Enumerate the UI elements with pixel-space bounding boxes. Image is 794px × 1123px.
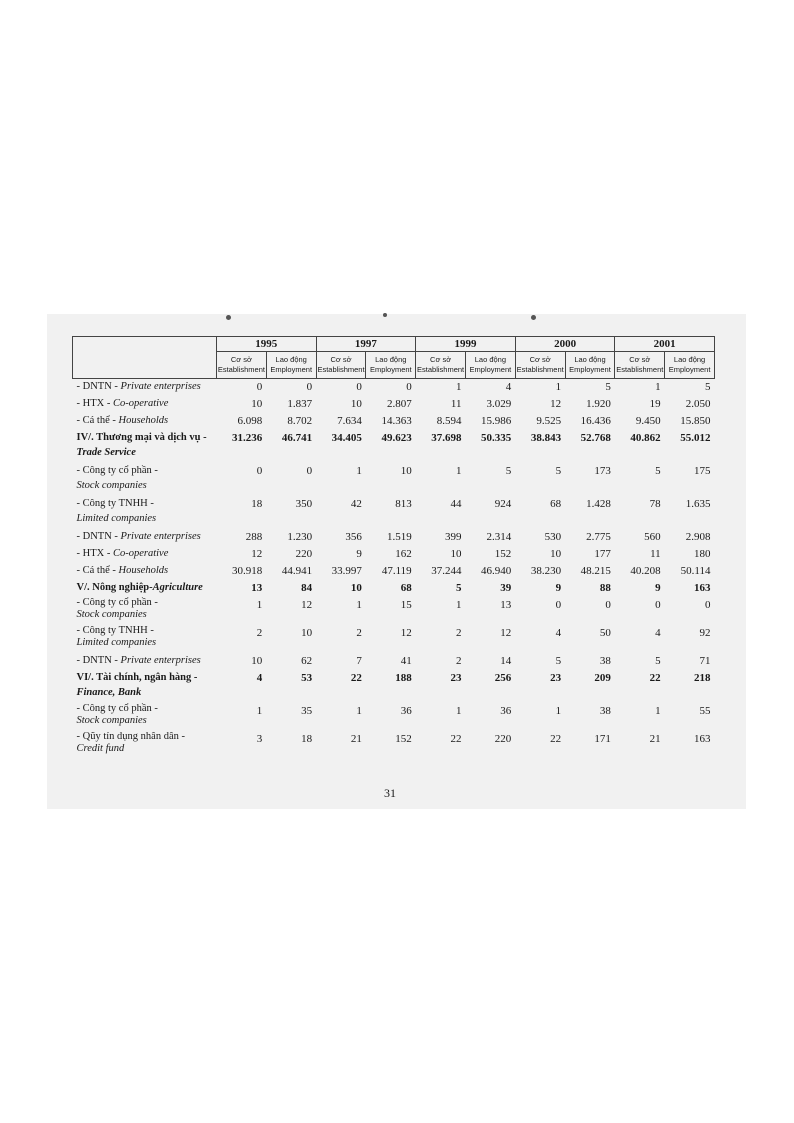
row-label-en: Credit fund	[76, 743, 125, 754]
employment-cell: 2.775	[586, 531, 611, 543]
row-label-en: Limited companies	[76, 513, 157, 524]
table-row	[73, 731, 715, 759]
employment-cell: 50	[599, 627, 611, 639]
employment-cell: 36	[400, 705, 412, 717]
establishment-cell: 38.843	[530, 432, 562, 444]
row-label-vi: IV/. Thương mại và dịch vụ -	[76, 432, 207, 443]
employment-label-en: Employment	[369, 365, 412, 374]
row-label-en: Limited companies	[76, 637, 157, 648]
establishment-cell: 22	[649, 672, 661, 684]
establishment-cell: 0	[356, 381, 362, 393]
establishment-cell: 12	[251, 548, 263, 560]
year-header: 2000	[515, 337, 615, 352]
row-label	[73, 597, 217, 625]
establishment-cell: 11	[450, 398, 462, 410]
employment-cell: 2.050	[685, 398, 711, 410]
employment-cell: 68	[400, 582, 412, 594]
employment-cell: 1.837	[287, 398, 313, 410]
binder-hole-right	[531, 315, 536, 320]
establishment-cell: 10	[550, 548, 562, 560]
table-row	[73, 703, 715, 731]
employment-cell: 41	[400, 655, 412, 667]
table-row	[73, 463, 715, 496]
row-label-en: Households	[118, 565, 169, 576]
establishment-cell: 22	[350, 672, 362, 684]
establishment-label-en: Establishment	[317, 365, 365, 374]
employment-header	[366, 352, 416, 379]
header-corner-cell	[73, 337, 217, 379]
employment-cell: 163	[693, 733, 711, 745]
row-label	[73, 670, 217, 703]
row-label-en: Private enterprises	[120, 381, 201, 392]
establishment-cell: 10	[251, 655, 263, 667]
employment-label-vi: Lao động	[574, 355, 606, 364]
establishment-cell: 68	[550, 498, 562, 510]
row-label	[73, 396, 217, 413]
employment-cell: 1.428	[586, 498, 611, 510]
establishment-label-en: Establishment	[417, 365, 465, 374]
establishment-cell: 1	[356, 599, 362, 611]
establishment-cell: 78	[649, 498, 661, 510]
establishment-cell: 5	[655, 465, 661, 477]
employment-cell: 220	[494, 733, 512, 745]
employment-cell: 8.702	[287, 415, 313, 427]
employment-cell: 152	[395, 733, 412, 745]
row-label-en: Stock companies	[76, 609, 147, 620]
establishment-cell: 10	[450, 548, 462, 560]
binder-hole-left	[226, 315, 231, 320]
establishment-label-vi: Cơ sở	[330, 355, 352, 364]
employment-cell: 46.940	[481, 565, 512, 577]
row-label-en: Agriculture	[152, 582, 203, 593]
employment-cell: 813	[395, 498, 412, 510]
row-label	[73, 413, 217, 430]
establishment-cell: 42	[350, 498, 362, 510]
employment-label-vi: Lao động	[375, 355, 407, 364]
establishment-cell: 5	[555, 655, 562, 667]
table-row	[73, 529, 715, 546]
employment-cell: 16.436	[580, 415, 611, 427]
employment-cell: 14	[500, 655, 512, 667]
employment-cell: 152	[494, 548, 512, 560]
establishment-cell: 31.236	[232, 432, 263, 444]
establishment-cell: 18	[251, 498, 263, 510]
employment-header	[465, 352, 515, 379]
row-label-en: Co-operative	[112, 548, 169, 559]
establishment-cell: 23	[450, 672, 462, 684]
table-row	[73, 496, 715, 529]
establishment-cell: 4	[256, 672, 263, 684]
establishment-cell: 0	[256, 381, 263, 393]
row-label-vi: V/. Nông nghiệp-	[76, 582, 153, 593]
employment-label-en: Employment	[270, 365, 313, 374]
employment-cell: 48.215	[580, 565, 611, 577]
establishment-cell: 1	[356, 705, 362, 717]
table-row	[73, 546, 715, 563]
employment-cell: 10	[301, 627, 313, 639]
row-label-en: Households	[118, 415, 169, 426]
row-label-en: Trade Service	[76, 447, 136, 458]
employment-label-vi: Lao động	[673, 355, 706, 364]
employment-cell: 350	[295, 498, 313, 510]
establishment-cell: 37.698	[431, 432, 462, 444]
employment-cell: 35	[301, 705, 313, 717]
row-label-vi: - DNTN -	[76, 531, 121, 542]
employment-label-vi: Lao động	[275, 355, 307, 364]
establishment-cell: 530	[544, 531, 562, 543]
employment-cell: 50.114	[680, 565, 711, 577]
establishment-cell: 8.594	[436, 415, 462, 427]
establishment-cell: 23	[550, 672, 562, 684]
establishment-cell: 3	[256, 733, 263, 745]
establishment-cell: 356	[345, 531, 362, 543]
employment-cell: 12	[301, 599, 313, 611]
employment-cell: 18	[301, 733, 313, 745]
year-header: 1997	[316, 337, 416, 352]
establishment-cell: 1	[256, 599, 263, 611]
establishment-cell: 40.862	[630, 432, 661, 444]
employment-label-vi: Lao động	[474, 355, 507, 364]
employment-cell: 88	[599, 582, 611, 594]
employment-cell: 38	[599, 655, 611, 667]
employment-cell: 256	[494, 672, 512, 684]
table-row	[73, 379, 715, 397]
employment-cell: 1.519	[386, 531, 412, 543]
table-row	[73, 653, 715, 670]
row-label-vi: - Công ty cổ phần -	[76, 703, 158, 714]
employment-cell: 188	[395, 672, 412, 684]
establishment-cell: 6.098	[237, 415, 263, 427]
employment-cell: 15.986	[481, 415, 512, 427]
binder-hole-center	[383, 313, 387, 317]
employment-cell: 38	[599, 705, 611, 717]
establishment-cell: 9	[555, 582, 562, 594]
establishment-cell: 4	[555, 627, 562, 639]
employment-cell: 71	[699, 655, 711, 667]
table-row	[73, 413, 715, 430]
row-label-vi: - Cá thể -	[76, 415, 119, 426]
establishment-header	[217, 352, 267, 379]
employment-cell: 177	[594, 548, 611, 560]
establishment-cell: 9.450	[635, 415, 661, 427]
employment-cell: 171	[594, 733, 611, 745]
row-label	[73, 703, 217, 731]
establishment-cell: 1	[455, 705, 462, 717]
employment-cell: 52.768	[580, 432, 611, 444]
employment-cell: 62	[301, 655, 313, 667]
row-label-vi: - Cá thể -	[76, 565, 119, 576]
employment-cell: 10	[400, 465, 412, 477]
table-row	[73, 580, 715, 597]
employment-cell: 49.623	[381, 432, 412, 444]
employment-cell: 55	[699, 705, 711, 717]
row-label	[73, 625, 217, 653]
employment-cell: 0	[306, 381, 313, 393]
row-label	[73, 463, 217, 496]
establishment-label-vi: Cơ sở	[230, 355, 252, 364]
row-label	[73, 379, 217, 397]
establishment-cell: 1	[555, 705, 562, 717]
employment-cell: 163	[693, 582, 711, 594]
establishment-header	[615, 352, 665, 379]
employment-cell: 55.012	[680, 432, 711, 444]
establishment-cell: 288	[245, 531, 263, 543]
row-label	[73, 430, 217, 463]
establishment-cell: 9	[356, 548, 362, 560]
row-label	[73, 563, 217, 580]
establishment-cell: 1	[256, 705, 263, 717]
establishment-cell: 22	[450, 733, 462, 745]
employment-cell: 92	[699, 627, 711, 639]
employment-cell: 15	[400, 599, 412, 611]
page-number: 31	[384, 786, 396, 800]
establishment-cell: 5	[655, 655, 661, 667]
establishment-cell: 0	[655, 599, 661, 611]
employment-cell: 924	[494, 498, 512, 510]
statistics-table	[72, 336, 715, 759]
table-row	[73, 563, 715, 580]
employment-cell: 0	[704, 599, 711, 611]
row-label-vi: - HTX -	[76, 548, 113, 559]
establishment-cell: 9.525	[536, 415, 562, 427]
establishment-cell: 0	[555, 599, 562, 611]
establishment-cell: 33.997	[331, 565, 362, 577]
establishment-cell: 399	[444, 531, 462, 543]
employment-cell: 2.908	[685, 531, 711, 543]
employment-cell: 175	[693, 465, 711, 477]
row-label-en: Private enterprises	[120, 531, 201, 542]
row-label-vi: - Công ty cổ phần -	[76, 597, 158, 608]
employment-cell: 180	[693, 548, 711, 560]
establishment-cell: 2	[455, 627, 462, 639]
establishment-cell: 560	[644, 531, 661, 543]
row-label-en: Private enterprises	[120, 655, 201, 666]
establishment-cell: 2	[356, 627, 362, 639]
establishment-cell: 37.244	[431, 565, 462, 577]
employment-cell: 5	[605, 381, 611, 393]
row-label-vi: - Công ty TNHH -	[76, 625, 154, 636]
establishment-cell: 1	[455, 381, 462, 393]
employment-cell: 12	[400, 627, 412, 639]
establishment-cell: 7	[356, 655, 362, 667]
employment-cell: 220	[295, 548, 313, 560]
establishment-cell: 30.918	[232, 565, 263, 577]
year-header: 1995	[217, 337, 317, 352]
establishment-cell: 38.230	[530, 565, 562, 577]
employment-cell: 0	[406, 381, 412, 393]
establishment-cell: 21	[649, 733, 661, 745]
row-label-vi: VI/. Tài chính, ngân hàng -	[76, 672, 198, 683]
employment-cell: 0	[306, 465, 313, 477]
establishment-label-en: Establishment	[616, 365, 664, 374]
employment-header	[266, 352, 316, 379]
table-body	[73, 379, 715, 760]
employment-cell: 173	[594, 465, 611, 477]
employment-cell: 2.807	[386, 398, 412, 410]
row-label-en: Finance, Bank	[76, 687, 142, 698]
table-row	[73, 625, 715, 653]
employment-cell: 1.635	[685, 498, 711, 510]
establishment-cell: 10	[350, 582, 362, 594]
establishment-header	[416, 352, 466, 379]
establishment-header	[316, 352, 366, 379]
establishment-cell: 13	[251, 582, 263, 594]
employment-cell: 14.363	[381, 415, 412, 427]
row-label	[73, 546, 217, 563]
employment-cell: 5	[704, 381, 711, 393]
employment-cell: 53	[301, 672, 313, 684]
employment-cell: 12	[500, 627, 512, 639]
establishment-cell: 1	[555, 381, 562, 393]
row-label	[73, 496, 217, 529]
establishment-cell: 1	[455, 599, 462, 611]
employment-cell: 0	[605, 599, 611, 611]
employment-cell: 50.335	[481, 432, 512, 444]
establishment-cell: 22	[550, 733, 562, 745]
establishment-cell: 4	[655, 627, 661, 639]
establishment-cell: 0	[256, 465, 263, 477]
establishment-cell: 7.634	[337, 415, 362, 427]
employment-cell: 44.941	[281, 565, 313, 577]
row-label	[73, 580, 217, 597]
establishment-header	[515, 352, 565, 379]
establishment-cell: 10	[350, 398, 362, 410]
row-label-vi: - DNTN -	[76, 381, 121, 392]
establishment-cell: 1	[655, 705, 661, 717]
row-label-vi: - Công ty TNHH -	[76, 498, 154, 509]
year-header: 2001	[615, 337, 715, 352]
establishment-cell: 40.208	[630, 565, 661, 577]
row-label-en: Stock companies	[76, 715, 147, 726]
employment-cell: 36	[500, 705, 512, 717]
employment-cell: 46.741	[281, 432, 313, 444]
employment-cell: 162	[395, 548, 412, 560]
establishment-cell: 44	[450, 498, 462, 510]
establishment-cell: 12	[550, 398, 562, 410]
employment-cell: 1.230	[287, 531, 313, 543]
employment-cell: 2.314	[486, 531, 512, 543]
row-label-vi: - Qũy tín dụng nhân dân -	[76, 731, 185, 742]
employment-cell: 5	[505, 465, 512, 477]
row-label-vi: - HTX -	[76, 398, 113, 409]
row-label-en: Co-operative	[112, 398, 169, 409]
table-row	[73, 670, 715, 703]
employment-cell: 47.119	[381, 565, 412, 577]
establishment-cell: 1	[655, 381, 661, 393]
establishment-label-en: Establishment	[516, 365, 564, 374]
employment-cell: 218	[693, 672, 711, 684]
employment-label-en: Employment	[469, 365, 512, 374]
employment-cell: 13	[500, 599, 512, 611]
row-label-vi: - Công ty cổ phần -	[76, 465, 158, 476]
establishment-cell: 10	[251, 398, 263, 410]
establishment-cell: 11	[650, 548, 661, 560]
employment-cell: 84	[301, 582, 313, 594]
employment-cell: 209	[594, 672, 611, 684]
employment-header	[665, 352, 715, 379]
employment-cell: 1.920	[586, 398, 611, 410]
establishment-label-en: Establishment	[217, 365, 265, 374]
establishment-cell: 1	[455, 465, 462, 477]
establishment-cell: 5	[555, 465, 562, 477]
employment-cell: 3.029	[486, 398, 512, 410]
establishment-cell: 2	[455, 655, 462, 667]
establishment-cell: 19	[649, 398, 661, 410]
table-row	[73, 430, 715, 463]
establishment-label-vi: Cơ sở	[430, 355, 452, 364]
row-label-en: Stock companies	[76, 480, 147, 491]
row-label	[73, 731, 217, 759]
employment-cell: 15.850	[680, 415, 711, 427]
row-label	[73, 529, 217, 546]
establishment-label-vi: Cơ sở	[629, 355, 651, 364]
employment-cell: 4	[505, 381, 512, 393]
employment-header	[565, 352, 615, 379]
establishment-cell: 21	[350, 733, 362, 745]
establishment-cell: 9	[655, 582, 661, 594]
employment-label-en: Employment	[668, 365, 711, 374]
establishment-cell: 2	[256, 627, 263, 639]
year-header: 1999	[416, 337, 516, 352]
establishment-cell: 34.405	[331, 432, 362, 444]
establishment-cell: 5	[455, 582, 462, 594]
row-label-vi: - DNTN -	[76, 655, 121, 666]
employment-cell: 39	[500, 582, 512, 594]
establishment-cell: 1	[356, 465, 362, 477]
table-row	[73, 396, 715, 413]
row-label	[73, 653, 217, 670]
employment-label-en: Employment	[569, 365, 611, 374]
table-row	[73, 597, 715, 625]
establishment-label-vi: Cơ sở	[529, 355, 551, 364]
